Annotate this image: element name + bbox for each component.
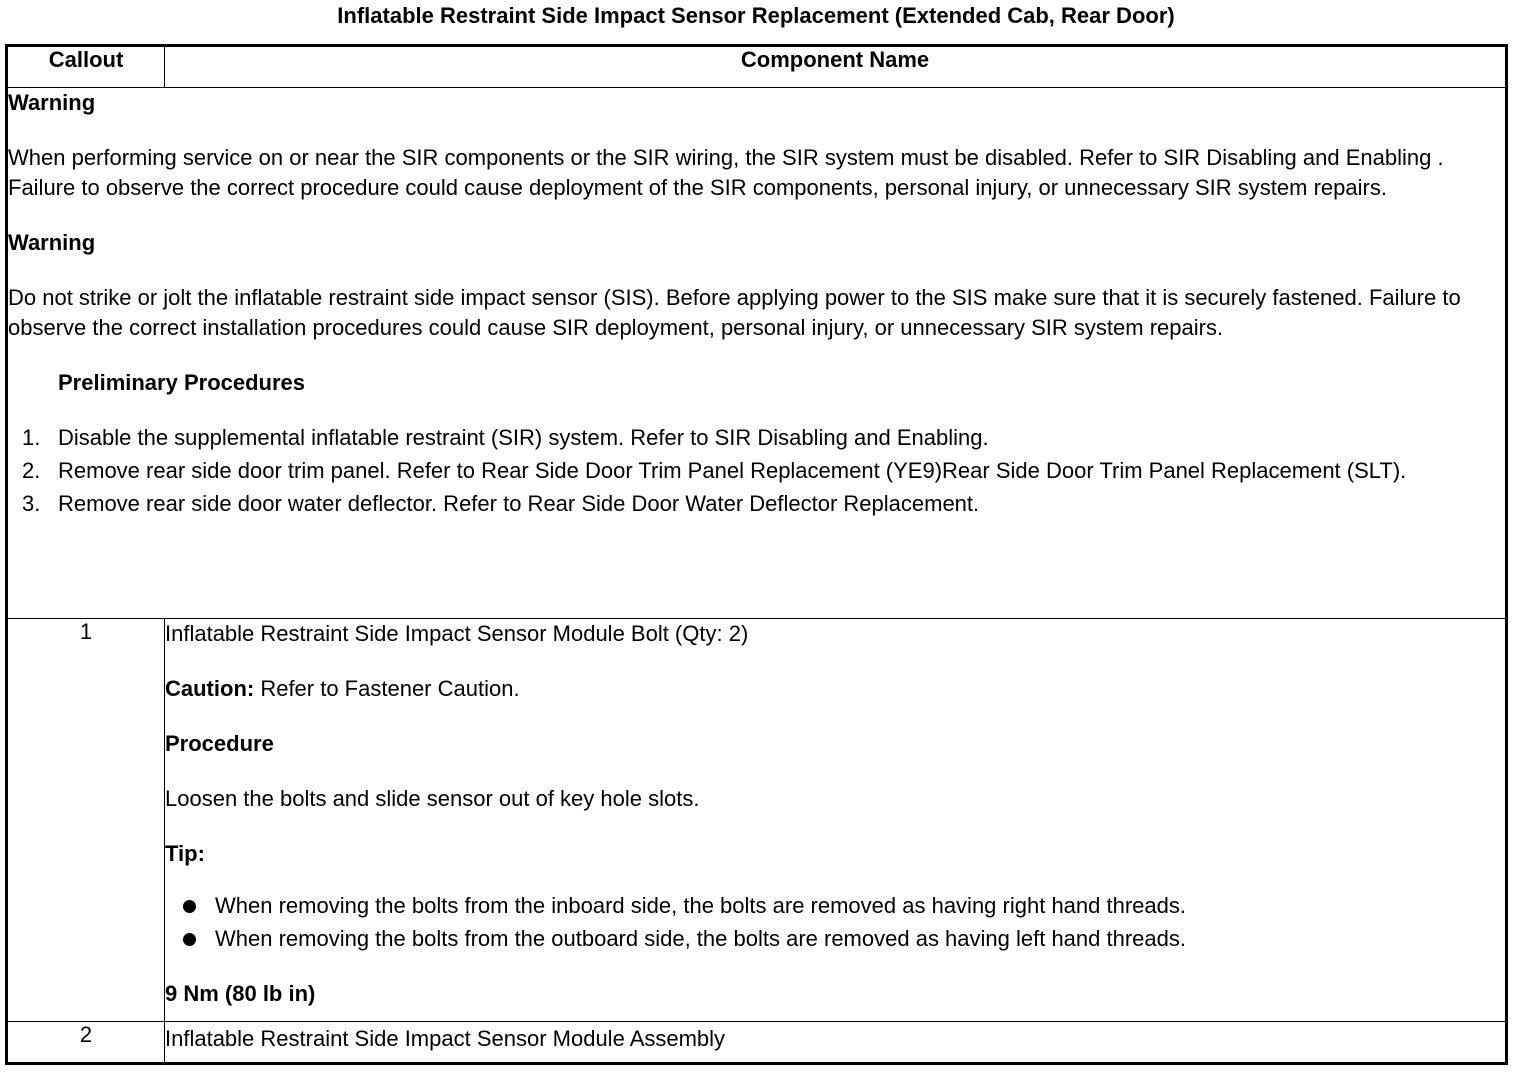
callout-number: 1 [7, 619, 165, 1022]
list-item [165, 924, 1505, 954]
warning-heading: Warning [8, 230, 96, 255]
list-item [8, 489, 1505, 519]
caution-label: Caution: [165, 676, 255, 701]
list-item [8, 423, 1505, 453]
document-title: Inflatable Restraint Side Impact Sensor Replacement (Extended Cab, Rear Door) [337, 3, 1175, 28]
step-text: Disable the supplemental inflatable restraint (SIR) system. Refer to SIR Disabling and Enabling. [58, 425, 989, 450]
warning-heading: Warning [8, 90, 96, 115]
procedure-text: Loosen the bolts and slide sensor out of key hole slots. [165, 786, 700, 811]
component-cell [165, 619, 1507, 1022]
callout-column-header: Callout [7, 46, 165, 88]
procedure-heading: Procedure [165, 731, 274, 756]
torque-spec: 9 Nm (80 lb in) [165, 981, 316, 1006]
intro-cell [7, 88, 1507, 619]
step-text: Remove rear side door trim panel. Refer to Rear Side Door Trim Panel Replacement (YE9)Rear Side Door Trim Panel Replacement (SLT). [58, 458, 1407, 483]
bullet-icon [183, 900, 196, 913]
table-row [7, 1022, 1507, 1064]
callout-number: 2 [7, 1022, 165, 1064]
preliminary-steps-list [8, 423, 1505, 519]
component-name: Inflatable Restraint Side Impact Sensor Module Assembly [165, 1022, 1507, 1064]
step-text: Remove rear side door water deflector. Refer to Rear Side Door Water Deflector Replacement. [58, 491, 980, 516]
tip-text: When removing the bolts from the inboard side, the bolts are removed as having right hand threads. [215, 893, 1186, 918]
procedure-table [5, 44, 1508, 1065]
warning-text: Do not strike or jolt the inflatable restraint side impact sensor (SIS). Before applying power to the SIS make sure that it is securely fastened. Failure to observe the correct installation procedures could cause SIR deployment, personal injury, or unnecessary SIR system repairs. [8, 285, 1461, 340]
step-number: 1. [22, 425, 41, 450]
caution-line [165, 674, 1505, 704]
component-name-column-header: Component Name [165, 46, 1507, 88]
component-name: Inflatable Restraint Side Impact Sensor Module Bolt (Qty: 2) [165, 621, 749, 646]
list-item [8, 456, 1505, 486]
table-row [7, 619, 1507, 1022]
step-number: 2. [22, 458, 41, 483]
warning-text: When performing service on or near the SIR components or the SIR wiring, the SIR system must be disabled. Refer to SIR Disabling and Enabling . Failure to observe the correct procedure could cause deployment of the SIR components, personal injury, or unnecessary SIR system repairs. [8, 145, 1444, 200]
caution-text: Refer to Fastener Caution. [254, 676, 520, 701]
step-number: 3. [22, 491, 41, 516]
table-header-row [7, 46, 1507, 88]
intro-row [7, 88, 1507, 619]
bullet-icon [183, 933, 196, 946]
list-item [165, 891, 1505, 921]
tip-heading: Tip: [165, 841, 205, 866]
tips-list [165, 891, 1505, 954]
preliminary-procedures-heading: Preliminary Procedures [58, 370, 306, 395]
tip-text: When removing the bolts from the outboard side, the bolts are removed as having left hand threads. [215, 926, 1186, 951]
